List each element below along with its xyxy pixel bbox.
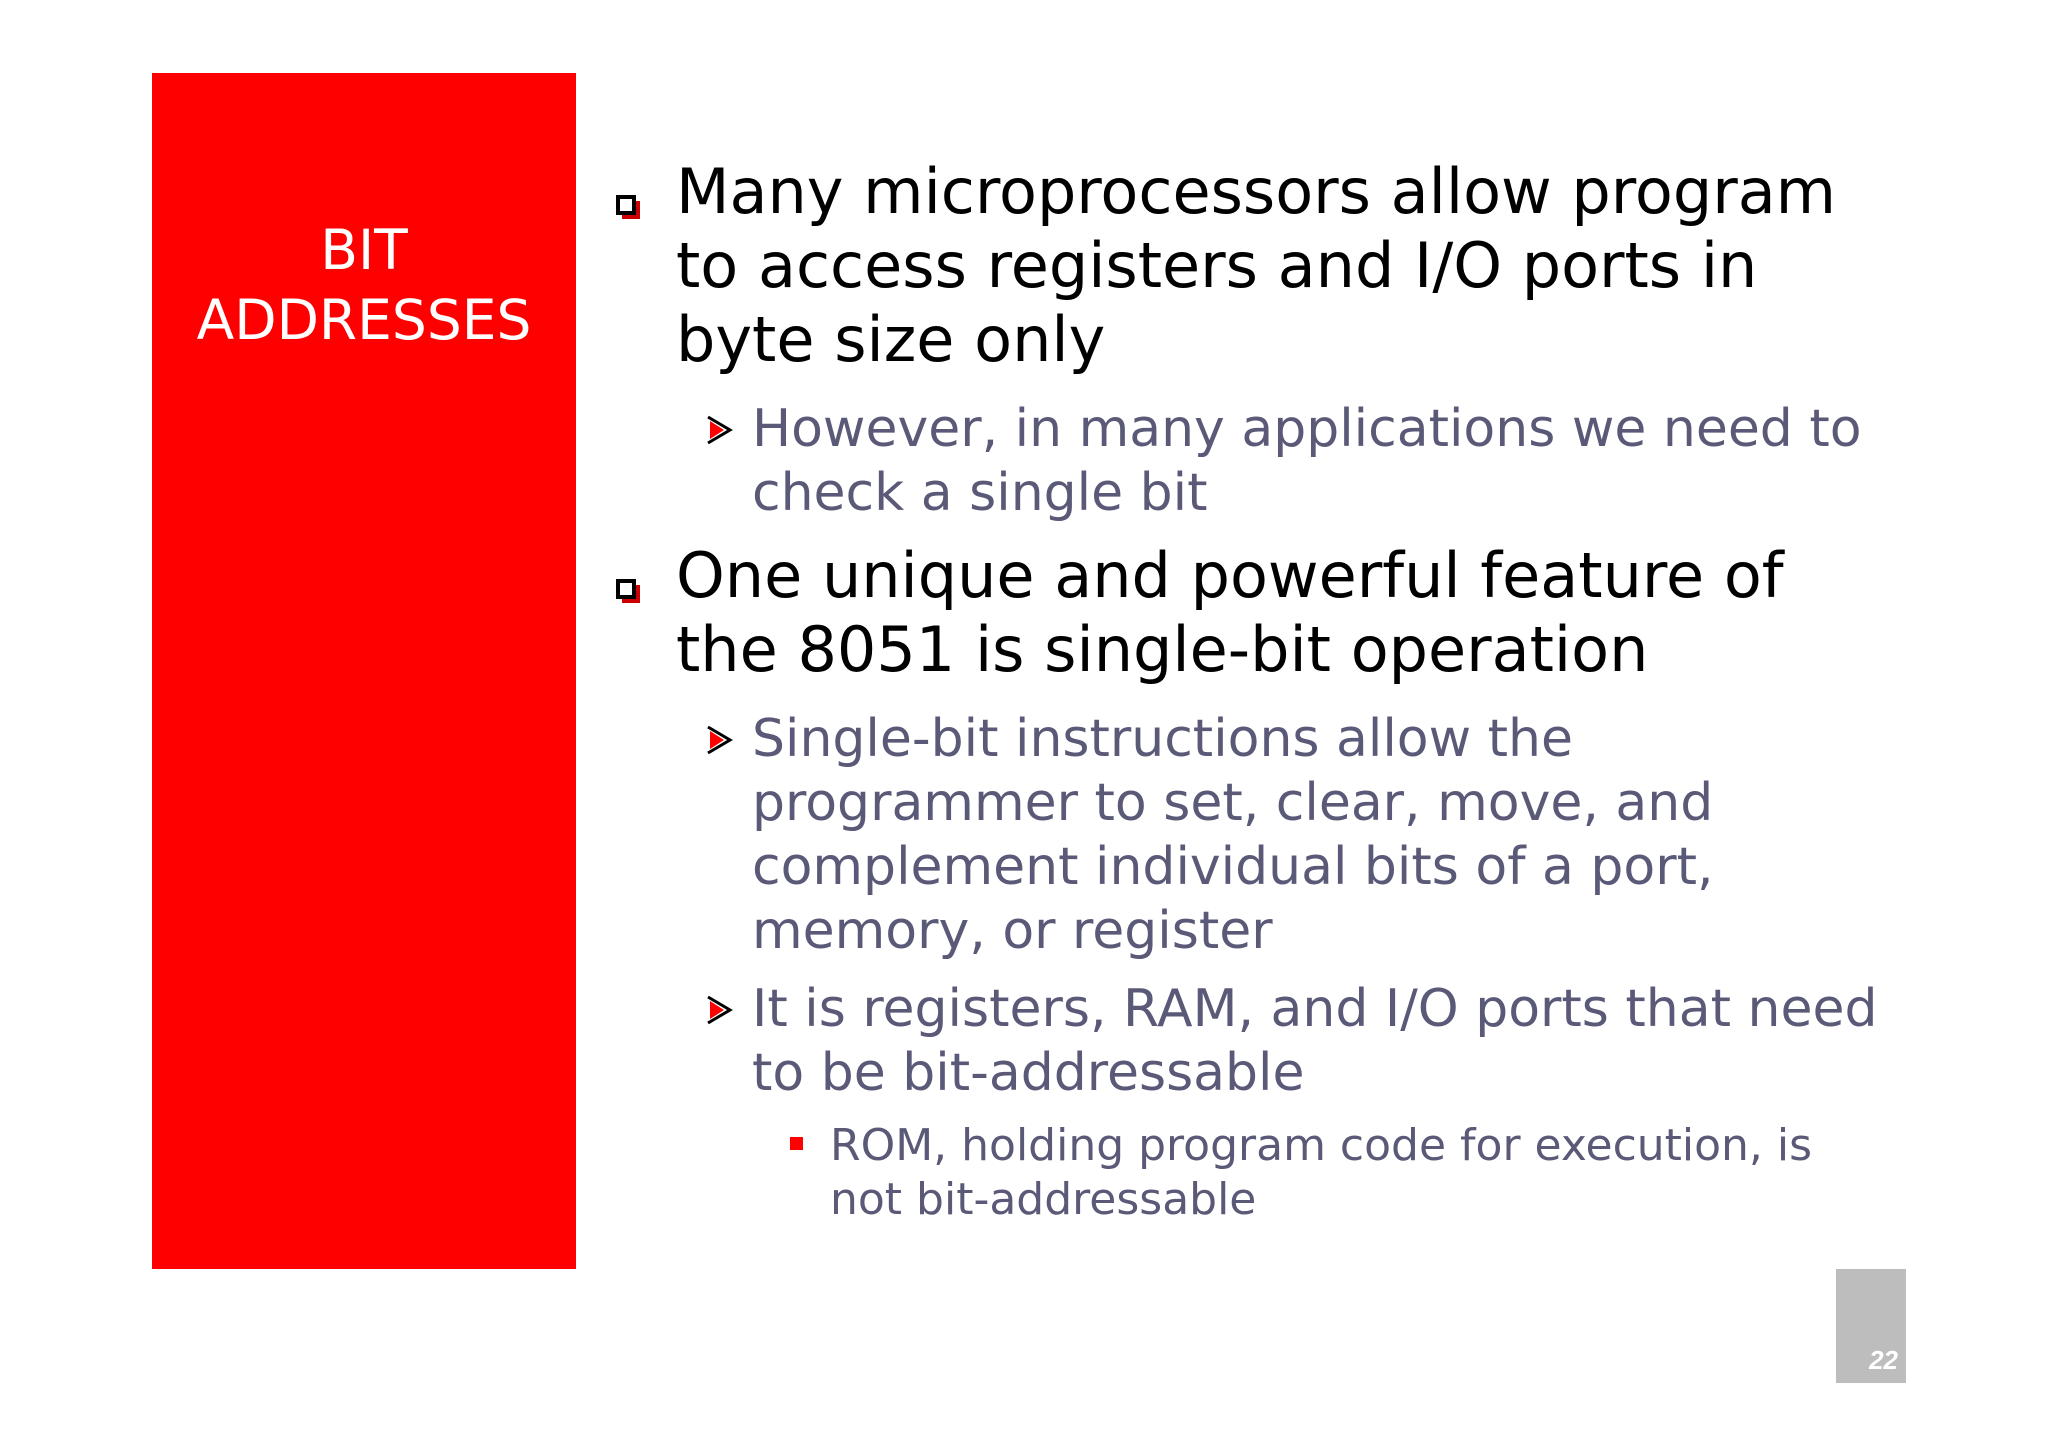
square-bullet-icon — [616, 579, 636, 599]
sub-bullet-item — [600, 397, 1890, 525]
sub-sub-bullet-item — [600, 1119, 1890, 1227]
slide-title-line-2: ADDRESSES — [196, 288, 532, 352]
sub-bullet-text: It is registers, RAM, and I/O ports that need to be bit-addressable — [752, 979, 1878, 1103]
bullet-text: Many microprocessors allow program to access registers and I/O ports in byte size only — [676, 155, 1837, 376]
sub-sub-bullet-text: ROM, holding program code for execution, is not bit-addressable — [830, 1120, 1813, 1225]
arrowhead-bullet-icon — [698, 723, 738, 757]
arrowhead-bullet-icon — [698, 413, 738, 447]
sub-bullet-text: Single-bit instructions allow the programmer to set, clear, move, and complement individual bits of a port, memory, or register — [752, 709, 1714, 961]
bullet-text: One unique and powerful feature of the 8051 is single-bit operation — [676, 539, 1784, 686]
small-square-bullet-icon — [790, 1137, 803, 1150]
bullet-item — [600, 539, 1890, 687]
sub-bullet-text: However, in many applications we need to check a single bit — [752, 399, 1862, 523]
sub-bullet-item — [600, 707, 1890, 963]
square-bullet-icon — [616, 195, 636, 215]
title-panel — [152, 73, 576, 1269]
bullet-item — [600, 155, 1890, 377]
bullet-list — [600, 155, 1890, 1227]
slide-title — [152, 215, 576, 355]
slide-title-line-1: BIT — [320, 218, 408, 282]
page-number: 22 — [1869, 1345, 1898, 1375]
arrowhead-bullet-icon — [698, 993, 738, 1027]
sub-bullet-item — [600, 977, 1890, 1105]
page-number-box — [1836, 1269, 1906, 1383]
